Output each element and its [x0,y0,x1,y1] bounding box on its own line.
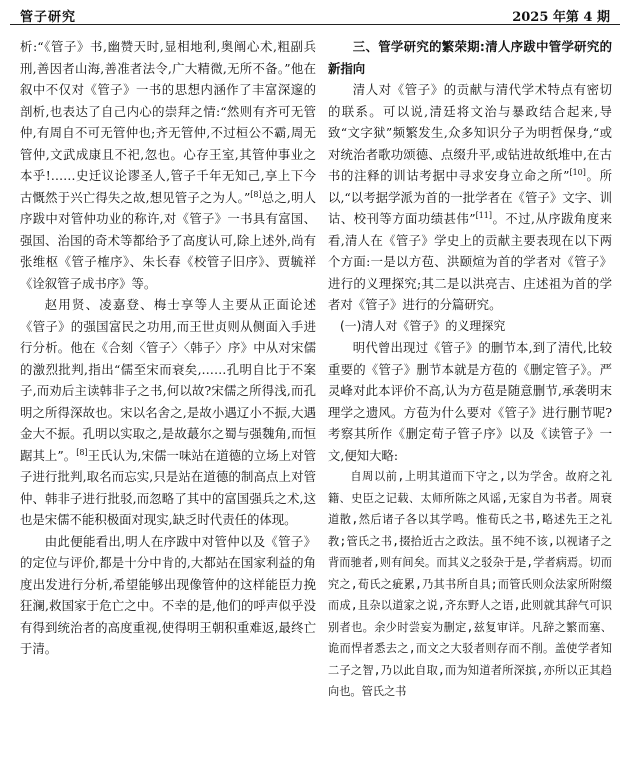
paragraph: 由此便能看出,明人在序跋中对管仲以及《管子》的定位与评价,都是十分中肯的,大都站在国家利益的角度出发进行分析,希望能够出现像管仲的这样能臣力挽狂澜,救国家于危亡之中。不幸的是,他们的呼声似乎没有得到统治者的高度重视,使得明王朝积重难返,最终亡于清。 [20,533,316,656]
paragraph-text: 。所以,“以考据学派为首的一批学者在《管子》文字、训诂、校刊等方面功绩甚伟” [328,168,612,226]
paragraph-text: 赵用贤、凌嘉登、梅士享等人主要从正面论述《管子》的强国富民之功用,而王世贞则从侧面入手进行分析。他在《合刻〈管子〉〈韩子〉序》中从对宋儒的激烈批判,指出“儒至宋而衰矣,……孔明自比于不案子,而劝后主读韩非子之书,何以故?宋儒之所得浅,而孔明之所得深故也。宋以名舍之,是故小遇辽小不振,大遇金大不振。孔明以实取之,是故蕞尔之蜀与强魏角,而恒踞其上”。 [20,297,316,463]
citation-ref: [8] [250,189,262,199]
paragraph [20,294,316,531]
journal-name: 管子研究 [20,10,77,25]
left-column [20,36,316,660]
paragraph [328,79,612,316]
header-rule [10,24,620,25]
paragraph [20,36,316,294]
paragraph-text: 。不过,从序跋角度来看,清人在《管子》学史上的贡献主要表现在以下两个方面:一是以方苞、洪颐煊为首的学者对《管子》进行的义理探究;其二是以洪亮吉、庄述祖为首的学者对《管子》进行的分篇研究。 [328,211,612,312]
section-title: 三、管学研究的繁荣期:清人序跋中管学研究的新指向 [328,39,612,76]
page-header [0,0,632,26]
paragraph-text: 清人对《管子》的贡献与清代学术特点有密切的联系。可以说,清廷将文治与暴政结合起来,导致“文字狱”频繁发生,众多知识分子为明哲保身,“或对统治者歌功颂德、点缀升平,或钻进故纸堆中,在古书的注释的训诂考据中寻求安身立命之所” [328,82,612,183]
issue-label: 2025 年第 4 期 [512,10,610,25]
paragraph-text: 析:“《管子》书,幽赞天时,显相地利,奥阐心术,粗副兵刑,善因者山海,善准者法令,广大精微,无所不备。”他在叙中不仅对《管子》一书的思想内涵作了丰富深邃的剖析,也表达了自己内心的崇拜之情:“然则有齐可无管仲,有周自不可无管仲也;齐无管仲,不过桓公不霸,周无管仲,文武成康且不祀,忽也。心存王室,其管仲事业之本乎!……史迁议论谬圣人,管子千年无知己,享上下今古慨然于兴亡得失之故,想见管子之为人。” [20,39,316,205]
right-column [328,36,612,703]
paragraph: 明代曾出现过《管子》的删节本,到了清代,比较重要的《管子》删节本就是方苞的《删定管子》。严灵峰对此本评价不高,认为方苞是随意删节,承袭明末理学之遗风。方苞为什么要对《管子》进行删节呢?考察其所作《删定荀子管子序》以及《读管子》一文,便知大略: [328,340,612,463]
citation-ref: [8] [76,447,88,457]
citation-ref: [10] [569,167,586,177]
subsection-title: (一)清人对《管子》的义理探究 [340,318,506,333]
paragraph-text: 总之,明人序跋中对管仲功业的称许,对《管子》一书具有富国、强国、治国的奇术等都给予了高度认可,除上述外,尚有张维枢《管子榷序》、朱长春《校管子旧序》、贾毓祥《诠叙管子成书序》等。 [20,189,316,291]
block-quote: 自周以前,上明其道而下守之,以为学舍。故府之礼籍、史臣之记载、太师所陈之风谣,无家自为书者。周衰道散,然后诸子各以其学鸣。惟荀氏之书,略述先王之礼教;管氏之书,掇拾近古之政法。虽不纯不该,以视诸子之背而驰者,则有间矣。而其义之驳杂于是,学者病焉。切而究之,荀氏之疵累,乃其书所自具;而管氏则众法家所附缀而成,且杂以道家之说,齐东野人之语,此则就其辞气可识别者也。余少时尝妄为删定,兹复审详。凡辞之繁而塞、诡而悍者悉去之,而文之大驳者则存而不削。盖使学者知二子之智,乃以此自取,而为知道者所深摈,亦所以正其趋向也。管氏之书 [328,470,612,698]
citation-ref: [11] [475,210,493,220]
paragraph-text: 王氏认为,宋儒一味站在道德的立场上对管子进行批判,取名而忘实,只是站在道德的制高点上对管仲、韩非子进行批驳,而忽略了其中的富国强兵之术,这也是宋儒不能积极面对现实,缺乏时代责任的体现。 [20,447,316,527]
